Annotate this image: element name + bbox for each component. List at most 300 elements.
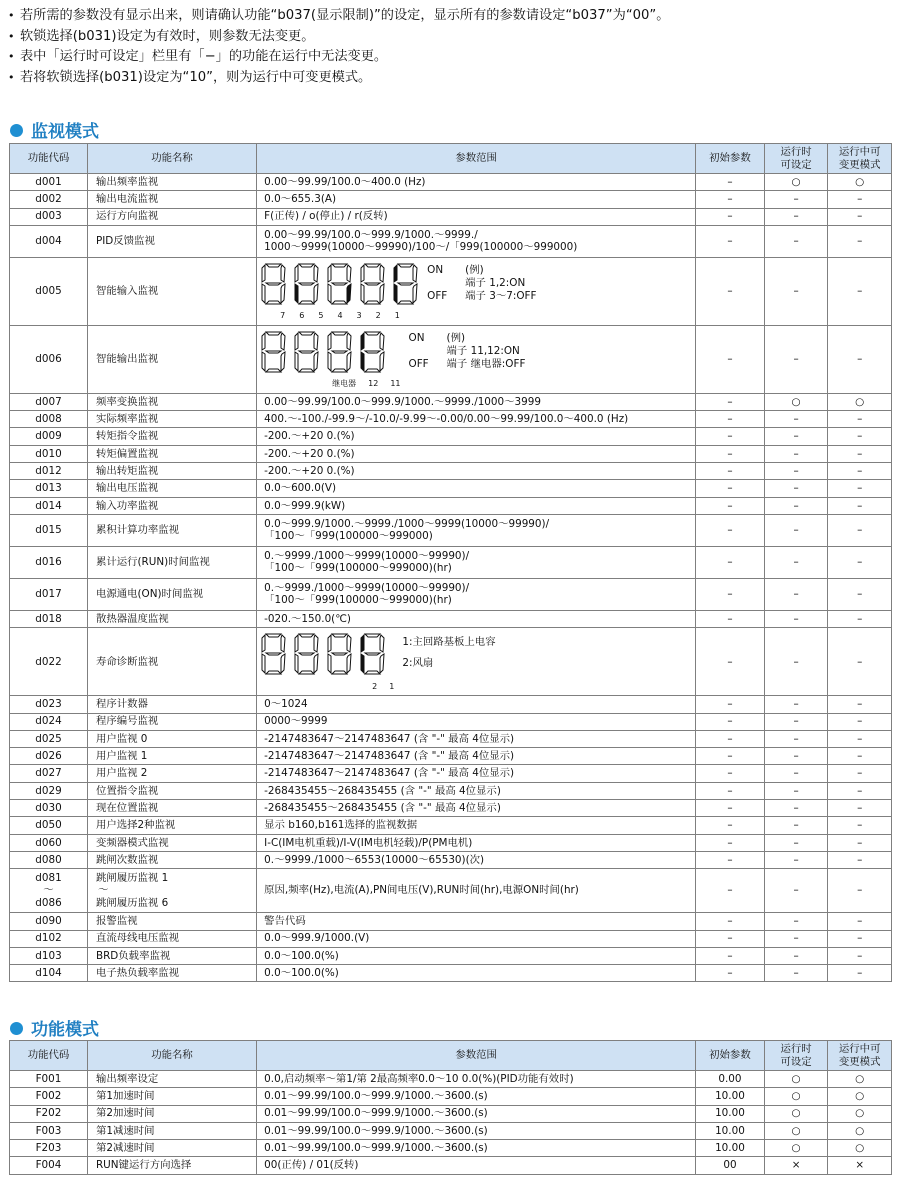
- function-name: 输出频率设定: [87, 1071, 256, 1088]
- function-code: d090: [10, 913, 88, 930]
- run-settable: –: [764, 730, 828, 747]
- run-settable: ○: [764, 393, 828, 410]
- segment-digit-icon: [293, 330, 320, 374]
- function-code: d060: [10, 834, 88, 851]
- column-header: 运行中可 变更模式: [828, 144, 892, 174]
- run-settable: –: [764, 782, 828, 799]
- run-change-mode: –: [828, 546, 892, 578]
- parameter-range: [257, 546, 696, 578]
- function-code: d023: [10, 696, 88, 713]
- terminal-label: 7: [280, 311, 286, 321]
- run-change-mode: –: [828, 463, 892, 480]
- function-name: PID反馈监视: [87, 225, 256, 257]
- initial-value: –: [696, 480, 765, 497]
- initial-value: 10.00: [696, 1122, 765, 1139]
- segment-digit-icon: [326, 262, 353, 306]
- function-code: F003: [10, 1122, 88, 1139]
- run-settable: –: [764, 965, 828, 982]
- section-title-monitor: 监视模式: [10, 117, 99, 142]
- run-settable: –: [764, 325, 828, 393]
- function-name: 输入功率监视: [87, 497, 256, 514]
- note: • 若所需的参数没有显示出来，则请确认功能“b037(显示限制)”的设定，显示所有的参数请设定“b037”为“00”。: [8, 8, 670, 23]
- initial-value: –: [696, 782, 765, 799]
- initial-value: 10.00: [696, 1140, 765, 1157]
- segment-digit-icon: [260, 632, 287, 676]
- function-code: d024: [10, 713, 88, 730]
- function-code: d102: [10, 930, 88, 947]
- function-code: d027: [10, 765, 88, 782]
- initial-value: –: [696, 463, 765, 480]
- segment-digit-icon: [260, 262, 287, 306]
- table-row: [10, 411, 892, 428]
- parameter-range: 原因,频率(Hz),电流(A),PN间电压(V),RUN时间(hr),电源ON时间(hr): [257, 869, 696, 913]
- bullet-dot-icon: [10, 1022, 23, 1035]
- table-row: [10, 1088, 892, 1105]
- function-name: 第1减速时间: [87, 1122, 256, 1139]
- terminal-label: 2: [372, 681, 378, 691]
- initial-value: –: [696, 765, 765, 782]
- segment-digit-icon: [326, 632, 353, 676]
- run-change-mode: –: [828, 913, 892, 930]
- table-row: [10, 1105, 892, 1122]
- function-code: d008: [10, 411, 88, 428]
- table-row: [10, 696, 892, 713]
- initial-value: –: [696, 930, 765, 947]
- run-change-mode: ○: [828, 1140, 892, 1157]
- off-label: OFF: [408, 357, 429, 370]
- parameter-range: [257, 578, 696, 610]
- table-row: [10, 817, 892, 834]
- initial-value: –: [696, 497, 765, 514]
- run-change-mode: –: [828, 628, 892, 696]
- table-row: [10, 428, 892, 445]
- column-header: 功能名称: [87, 1041, 256, 1071]
- run-settable: ○: [764, 1105, 828, 1122]
- initial-value: –: [696, 191, 765, 208]
- parameter-range: 0.00～99.99/100.0～400.0 (Hz): [257, 174, 696, 191]
- segment-digit-icon: [359, 262, 386, 306]
- code-line: d086: [35, 896, 62, 909]
- parameter-range: 0000～9999: [257, 713, 696, 730]
- function-code: d013: [10, 480, 88, 497]
- parameter-range: 00(正传) / 01(反转): [257, 1157, 696, 1174]
- run-settable: –: [764, 947, 828, 964]
- run-change-mode: –: [828, 765, 892, 782]
- example-label: (例): [446, 331, 466, 344]
- parameter-range: 0.0～100.0(%): [257, 947, 696, 964]
- segment-digit-icon: [359, 632, 386, 676]
- parameter-range: 0.0,启动频率～第1/第 2最高频率0.0～10 0.0(%)(PID功能有效时): [257, 1071, 696, 1088]
- run-settable: –: [764, 463, 828, 480]
- run-settable: –: [764, 445, 828, 462]
- table-row: [10, 257, 892, 325]
- run-settable: –: [764, 869, 828, 913]
- initial-value: –: [696, 514, 765, 546]
- run-change-mode: –: [828, 325, 892, 393]
- run-settable: –: [764, 913, 828, 930]
- initial-value: 10.00: [696, 1105, 765, 1122]
- initial-value: –: [696, 869, 765, 913]
- parameter-range: 显示 b160,b161选择的监视数据: [257, 817, 696, 834]
- range-line: 1000～9999(10000～99990)/100～/「999(100000～999000): [264, 241, 578, 254]
- table-row: [10, 748, 892, 765]
- function-code: d103: [10, 947, 88, 964]
- function-code: d016: [10, 546, 88, 578]
- on-label: ON: [408, 331, 425, 344]
- function-code: d006: [10, 325, 88, 393]
- initial-value: –: [696, 610, 765, 627]
- initial-value: –: [696, 713, 765, 730]
- parameter-range: 0.0～999.9(kW): [257, 497, 696, 514]
- function-name: 第1加速时间: [87, 1088, 256, 1105]
- initial-value: –: [696, 913, 765, 930]
- table-row: [10, 800, 892, 817]
- function-name: 跳闸次数监视: [87, 851, 256, 868]
- initial-value: –: [696, 325, 765, 393]
- example-line: 端子 3～7:OFF: [465, 289, 537, 302]
- initial-value: –: [696, 578, 765, 610]
- run-change-mode: –: [828, 696, 892, 713]
- initial-value: –: [696, 947, 765, 964]
- function-name: 第2加速时间: [87, 1105, 256, 1122]
- function-name: 运行方向监视: [87, 208, 256, 225]
- table-row: [10, 713, 892, 730]
- function-name: 用户监视 2: [87, 765, 256, 782]
- parameter-range: -200.～+20 0.(%): [257, 445, 696, 462]
- run-settable: –: [764, 428, 828, 445]
- function-code: d015: [10, 514, 88, 546]
- function-name: 用户监视 1: [87, 748, 256, 765]
- column-header: 功能代码: [10, 1041, 88, 1071]
- table-row: [10, 834, 892, 851]
- table-row: [10, 851, 892, 868]
- parameter-range: 0.00～99.99/100.0～999.9/1000.～9999./1000～3999: [257, 393, 696, 410]
- run-change-mode: –: [828, 191, 892, 208]
- run-change-mode: –: [828, 257, 892, 325]
- initial-value: –: [696, 225, 765, 257]
- run-settable: –: [764, 930, 828, 947]
- function-name: 累计运行(RUN)时间监视: [87, 546, 256, 578]
- run-settable: ×: [764, 1157, 828, 1174]
- run-change-mode: –: [828, 514, 892, 546]
- function-name: 频率变换监视: [87, 393, 256, 410]
- range-line: 「100～「999(100000～999000)(hr): [264, 594, 452, 607]
- column-header: 参数范围: [257, 1041, 696, 1071]
- run-settable: –: [764, 208, 828, 225]
- table-row: [10, 191, 892, 208]
- parameter-range: -2147483647～2147483647 (含 "-" 最高 4位显示): [257, 748, 696, 765]
- run-change-mode: ○: [828, 1071, 892, 1088]
- parameter-range: 0.0～600.0(V): [257, 480, 696, 497]
- table-row: [10, 325, 892, 393]
- table-row: [10, 947, 892, 964]
- run-settable: –: [764, 578, 828, 610]
- table-row: [10, 869, 892, 913]
- function-code: d026: [10, 748, 88, 765]
- run-settable: –: [764, 546, 828, 578]
- run-settable: –: [764, 800, 828, 817]
- initial-value: –: [696, 851, 765, 868]
- header-row: [10, 1041, 892, 1071]
- range-line: 「100～「999(100000～999000)(hr): [264, 562, 452, 575]
- run-change-mode: ×: [828, 1157, 892, 1174]
- table-row: [10, 765, 892, 782]
- note: • 表中「运行时可设定」栏里有「−」的功能在运行中无法变更。: [8, 49, 388, 64]
- run-change-mode: –: [828, 834, 892, 851]
- parameter-range: -200.～+20 0.(%): [257, 428, 696, 445]
- run-change-mode: –: [828, 428, 892, 445]
- run-settable: –: [764, 765, 828, 782]
- run-settable: –: [764, 497, 828, 514]
- parameter-range: 警告代码: [257, 913, 696, 930]
- segment-digit-icon: [359, 330, 386, 374]
- run-change-mode: –: [828, 208, 892, 225]
- run-settable: –: [764, 834, 828, 851]
- function-code: F202: [10, 1105, 88, 1122]
- table-row: [10, 1122, 892, 1139]
- function-code: [10, 869, 88, 913]
- function-name: 报警监视: [87, 913, 256, 930]
- terminal-label: 12: [368, 379, 379, 389]
- function-name: 第2减速时间: [87, 1140, 256, 1157]
- segment-digit-icon: [260, 330, 287, 374]
- column-header: 功能名称: [87, 144, 256, 174]
- notes: [8, 6, 898, 88]
- run-settable: –: [764, 480, 828, 497]
- run-change-mode: –: [828, 947, 892, 964]
- function-name: 累积计算功率监视: [87, 514, 256, 546]
- function-code: d022: [10, 628, 88, 696]
- segment-display: [257, 257, 696, 325]
- function-code: d080: [10, 851, 88, 868]
- initial-value: –: [696, 696, 765, 713]
- legend-line: 1:主回路基板上电容: [402, 636, 496, 649]
- table-row: [10, 730, 892, 747]
- function-name: 智能输出监视: [87, 325, 256, 393]
- name-line: ～: [97, 884, 109, 897]
- run-settable: ○: [764, 174, 828, 191]
- function-code: d010: [10, 445, 88, 462]
- monitor-table: [9, 143, 892, 982]
- bullet-dot-icon: [10, 124, 23, 137]
- run-change-mode: ○: [828, 393, 892, 410]
- initial-value: –: [696, 428, 765, 445]
- function-code: d003: [10, 208, 88, 225]
- function-code: d014: [10, 497, 88, 514]
- column-header: 初始参数: [696, 144, 765, 174]
- run-change-mode: –: [828, 411, 892, 428]
- segment-display: [257, 325, 696, 393]
- column-header: 参数范围: [257, 144, 696, 174]
- run-settable: –: [764, 851, 828, 868]
- function-code: d007: [10, 393, 88, 410]
- run-settable: –: [764, 713, 828, 730]
- parameter-range: 0.01～99.99/100.0～999.9/1000.～3600.(s): [257, 1105, 696, 1122]
- table-row: [10, 514, 892, 546]
- table-row: [10, 930, 892, 947]
- column-header: 运行时 可设定: [764, 1041, 828, 1071]
- terminal-label: 1: [389, 681, 395, 691]
- segment-digit-icon: [293, 262, 320, 306]
- initial-value: –: [696, 965, 765, 982]
- example-line: 端子 1,2:ON: [465, 276, 526, 289]
- run-settable: ○: [764, 1122, 828, 1139]
- function-name: 位置指令监视: [87, 782, 256, 799]
- initial-value: 0.00: [696, 1071, 765, 1088]
- segment-digit-icon: [326, 330, 353, 374]
- table-row: [10, 782, 892, 799]
- terminal-label: 3: [356, 311, 362, 321]
- function-name: 电子热负载率监视: [87, 965, 256, 982]
- parameter-range: F(正传) / o(停止) / r(反转): [257, 208, 696, 225]
- example-label: (例): [465, 263, 484, 276]
- name-line: 跳闸履历监视 6: [95, 896, 169, 909]
- function-name: 寿命诊断监视: [87, 628, 256, 696]
- run-change-mode: –: [828, 610, 892, 627]
- table-row: [10, 225, 892, 257]
- run-change-mode: –: [828, 578, 892, 610]
- example-line: 端子 继电器:OFF: [446, 357, 526, 370]
- range-line: 0.00～99.99/100.0～999.9/1000.～9999./: [264, 228, 478, 241]
- segment-digit-icon: [293, 632, 320, 676]
- run-settable: –: [764, 191, 828, 208]
- initial-value: –: [696, 174, 765, 191]
- initial-value: –: [696, 208, 765, 225]
- run-change-mode: –: [828, 869, 892, 913]
- terminal-label: 继电器: [332, 379, 357, 389]
- table-row: [10, 208, 892, 225]
- function-code: d002: [10, 191, 88, 208]
- function-code: d005: [10, 257, 88, 325]
- terminal-label: 5: [318, 311, 324, 321]
- function-name: 输出频率监视: [87, 174, 256, 191]
- initial-value: 00: [696, 1157, 765, 1174]
- column-header: 运行中可 变更模式: [828, 1041, 892, 1071]
- function-name: 输出转矩监视: [87, 463, 256, 480]
- code-line: d081: [35, 871, 62, 884]
- table-row: [10, 445, 892, 462]
- parameter-range: 0.0～655.3(A): [257, 191, 696, 208]
- initial-value: –: [696, 834, 765, 851]
- function-name: 用户选择2种监视: [87, 817, 256, 834]
- initial-value: –: [696, 817, 765, 834]
- note: • 若将软锁选择(b031)设定为“10”，则为运行中可变更模式。: [8, 69, 372, 85]
- function-name: 用户监视 0: [87, 730, 256, 747]
- function-name: 电源通电(ON)时间监视: [87, 578, 256, 610]
- function-name: 程序计数器: [87, 696, 256, 713]
- function-code: F004: [10, 1157, 88, 1174]
- run-settable: –: [764, 748, 828, 765]
- terminal-label: 11: [390, 379, 401, 389]
- run-change-mode: –: [828, 445, 892, 462]
- function-name: [87, 869, 256, 913]
- table-row: [10, 463, 892, 480]
- legend-line: 2:风扇: [402, 657, 434, 670]
- function-name: 散热器温度监视: [87, 610, 256, 627]
- run-change-mode: –: [828, 748, 892, 765]
- function-name: 直流母线电压监视: [87, 930, 256, 947]
- terminal-label: 4: [337, 311, 343, 321]
- parameter-range: 0.01～99.99/100.0～999.9/1000.～3600.(s): [257, 1140, 696, 1157]
- parameter-range: -2147483647～2147483647 (含 "-" 最高 4位显示): [257, 730, 696, 747]
- parameter-range: I-C(IM电机重载)/I-V(IM电机轻载)/P(PM电机): [257, 834, 696, 851]
- parameter-range: -200.～+20 0.(%): [257, 463, 696, 480]
- parameter-range: [257, 514, 696, 546]
- run-settable: ○: [764, 1088, 828, 1105]
- column-header: 运行时 可设定: [764, 144, 828, 174]
- function-name: BRD负载率监视: [87, 947, 256, 964]
- terminal-label: 6: [299, 311, 305, 321]
- run-change-mode: –: [828, 480, 892, 497]
- note: • 软锁选择(b031)设定为有效时，则参数无法变更。: [8, 28, 315, 44]
- table-row: [10, 610, 892, 627]
- parameter-range: -268435455～268435455 (含 "-" 最高 4位显示): [257, 800, 696, 817]
- function-name: 输出电压监视: [87, 480, 256, 497]
- function-name: 输出电流监视: [87, 191, 256, 208]
- function-name: 变频器模式监视: [87, 834, 256, 851]
- function-name: 智能输入监视: [87, 257, 256, 325]
- function-code: d001: [10, 174, 88, 191]
- run-change-mode: ○: [828, 1122, 892, 1139]
- on-label: ON: [427, 263, 444, 276]
- parameter-range: -2147483647～2147483647 (含 "-" 最高 4位显示): [257, 765, 696, 782]
- function-code: d018: [10, 610, 88, 627]
- run-settable: –: [764, 411, 828, 428]
- function-code: d029: [10, 782, 88, 799]
- function-code: d004: [10, 225, 88, 257]
- function-code: d050: [10, 817, 88, 834]
- initial-value: –: [696, 748, 765, 765]
- range-line: 0.～9999./1000～9999(10000～99990)/: [264, 581, 470, 594]
- segment-digit-icon: [392, 262, 419, 306]
- initial-value: –: [696, 393, 765, 410]
- initial-value: –: [696, 800, 765, 817]
- parameter-range: 0.01～99.99/100.0～999.9/1000.～3600.(s): [257, 1122, 696, 1139]
- function-name: 现在位置监视: [87, 800, 256, 817]
- parameter-range: 0～1024: [257, 696, 696, 713]
- initial-value: 10.00: [696, 1088, 765, 1105]
- run-change-mode: –: [828, 965, 892, 982]
- table-row: [10, 393, 892, 410]
- initial-value: –: [696, 730, 765, 747]
- range-line: 「100～「999(100000～999000): [264, 530, 433, 543]
- run-change-mode: –: [828, 930, 892, 947]
- run-change-mode: –: [828, 497, 892, 514]
- function-code: d025: [10, 730, 88, 747]
- function-code: d009: [10, 428, 88, 445]
- table-row: [10, 174, 892, 191]
- column-header: 初始参数: [696, 1041, 765, 1071]
- range-line: 0.～9999./1000～9999(10000～99990)/: [264, 549, 470, 562]
- parameter-range: -268435455～268435455 (含 "-" 最高 4位显示): [257, 782, 696, 799]
- parameter-range: -020.～150.0(℃): [257, 610, 696, 627]
- code-line: ～: [43, 884, 54, 897]
- initial-value: –: [696, 411, 765, 428]
- function-code: d030: [10, 800, 88, 817]
- initial-value: –: [696, 445, 765, 462]
- table-row: [10, 1157, 892, 1174]
- parameter-range: 0.0～999.9/1000.(V): [257, 930, 696, 947]
- table-row: [10, 480, 892, 497]
- table-row: [10, 913, 892, 930]
- table-row: [10, 578, 892, 610]
- table-row: [10, 1140, 892, 1157]
- function-table: [9, 1040, 892, 1175]
- run-settable: –: [764, 225, 828, 257]
- table-row: [10, 1071, 892, 1088]
- parameter-range: 0.0～100.0(%): [257, 965, 696, 982]
- run-change-mode: ○: [828, 1088, 892, 1105]
